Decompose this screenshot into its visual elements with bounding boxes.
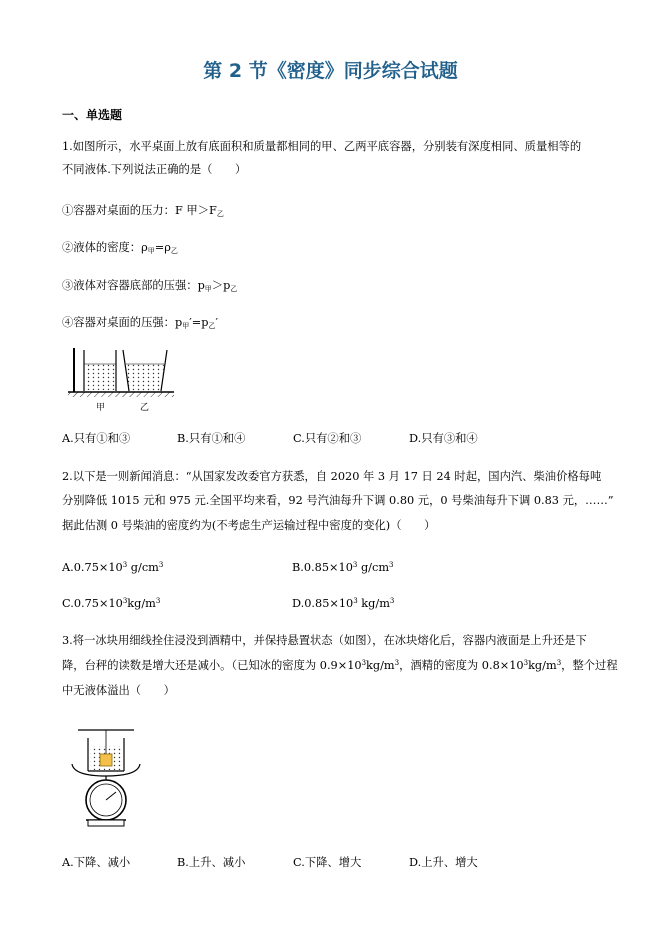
q1-stem-line2: 不同液体.下列说法正确的是（ ） xyxy=(62,163,247,176)
q1-containers-figure xyxy=(62,344,178,416)
q1-option-b[interactable]: B.只有①和④ xyxy=(177,432,246,445)
q1-stem-line1: 1.如图所示，水平桌面上放有底面积和质量都相同的甲、乙两平底容器，分别装有深度相同、质量相等的 xyxy=(62,140,582,153)
q3-option-a[interactable]: A.下降、减小 xyxy=(62,856,131,869)
q1-fig-label-jia: 甲 xyxy=(96,403,106,413)
q1-statement-4: ④容器对桌面的压强：$p_甲'=p_乙'$ xyxy=(62,316,219,330)
q1-statement-1: ①容器对桌面的压力：F 甲$>F_乙$ xyxy=(62,204,224,218)
q1-option-d[interactable]: D.只有③和④ xyxy=(409,432,478,445)
q2-line3: 据此估测 0 号柴油的密度约为(不考虑生产运输过程中密度的变化)（ ） xyxy=(62,519,436,532)
q3-line3: 中无液体溢出（ ） xyxy=(62,684,175,697)
q3-option-d[interactable]: D.上升、增大 xyxy=(409,856,478,869)
q1-option-a[interactable]: A.只有①和③ xyxy=(62,432,131,445)
q2-option-d[interactable]: $D.0.85\times 10^3$ $kg/m^3$ xyxy=(292,597,395,610)
q2-line1: 2.以下是一则新闻消息：“从国家发改委官方获悉，自 2020 年 3 月 17 日 24 时起，国内汽、柴油价格每吨 xyxy=(62,470,602,483)
q3-line1: 3.将一冰块用细线拴住浸没到酒精中，并保持悬置状态（如图），在冰块熔化后，容器内液面是上升还是下 xyxy=(62,634,587,647)
q3-scale-figure xyxy=(68,724,144,828)
section-heading: 一、单选题 xyxy=(62,108,123,122)
q3-option-c[interactable]: C.下降、增大 xyxy=(293,856,362,869)
q1-statement-3: ③液体对容器底部的压强：$p_甲>p_乙$ xyxy=(62,279,238,293)
q2-line2: 分别降低 1015 元和 975 元.全国平均来看，92 号汽油每升下调 0.80 元，0 号柴油每升下调 0.83 元，……” xyxy=(62,494,614,507)
q3-line2: 降，台秤的读数是增大还是减小。（已知冰的密度为 $0.9\times 10^3kg/m^3$，酒精的密度为 $0.8\times 10^3kg/m^3$，整个过程 xyxy=(62,659,618,672)
q2-option-c[interactable]: $C.0.75\times 10^3kg/m^3$ xyxy=(62,597,161,610)
q2-option-a[interactable]: $A.0.75\times 10^3$ $g/cm^3$ xyxy=(62,561,164,574)
q3-option-b[interactable]: B.上升、减小 xyxy=(177,856,246,869)
q2-option-b[interactable]: $B.0.85\times 10^3$ $g/cm^3$ xyxy=(292,561,394,574)
page-title: 第 2 节《密度》同步综合试题 xyxy=(203,60,458,82)
q1-option-c[interactable]: C.只有②和③ xyxy=(293,432,362,445)
q1-fig-label-yi: 乙 xyxy=(140,403,150,413)
q1-statement-2: ②液体的密度：$\rho_甲=\rho_乙$ xyxy=(62,241,178,255)
